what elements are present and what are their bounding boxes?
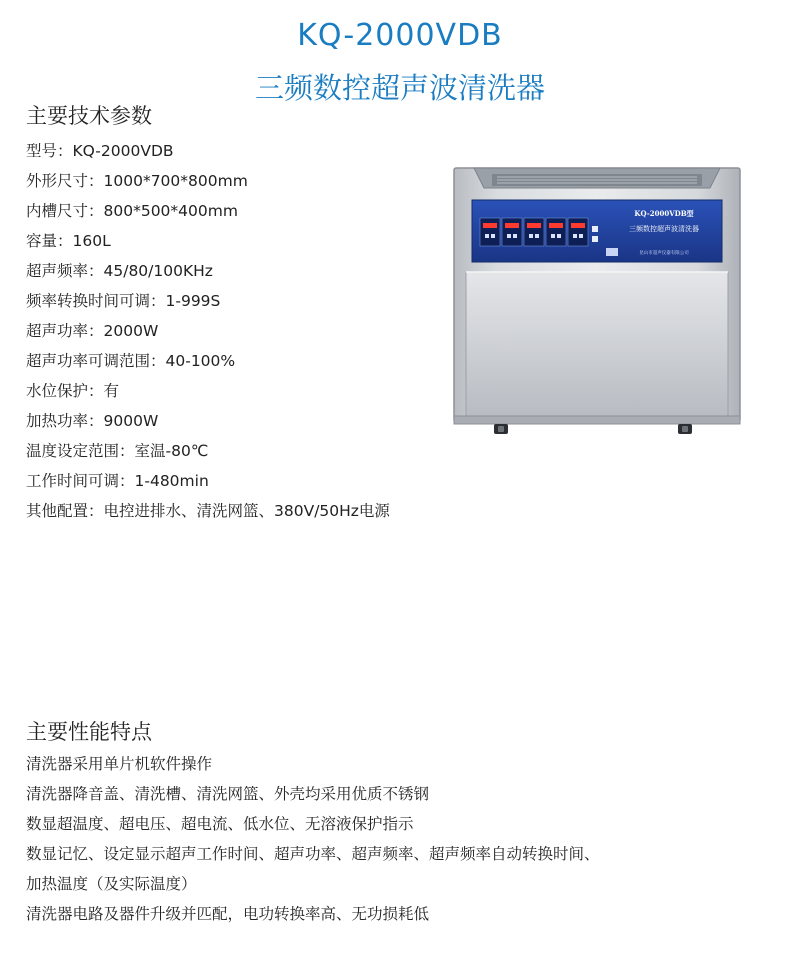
specs-heading: 主要技术参数 (26, 104, 152, 128)
panel-name-label: 三频数控超声波清洗器 (629, 225, 699, 233)
spec-item: 温度设定范围：室温-80℃ (26, 442, 209, 460)
feature-item: 清洗器采用单片机软件操作 (26, 755, 213, 773)
spec-item: 频率转换时间可调：1-999S (26, 292, 221, 310)
spec-item: 其他配置：电控进排水、清洗网篮、380V/50Hz电源 (26, 502, 390, 520)
spec-item: 内槽尺寸：800*500*400mm (26, 202, 238, 220)
spec-item: 加热功率：9000W (26, 412, 159, 430)
product-model-title: KQ-2000VDB (297, 18, 503, 53)
feature-item: 清洗器降音盖、清洗槽、清洗网篮、外壳均采用优质不锈钢 (26, 785, 430, 803)
features-heading: 主要性能特点 (26, 720, 152, 744)
ultrasonic-cleaner-image (452, 160, 742, 436)
spec-item: 容量：160L (26, 232, 111, 250)
spec-item: 工作时间可调：1-480min (26, 472, 209, 490)
spec-list (26, 136, 390, 526)
feature-item: 数显超温度、超电压、超电流、低水位、无溶液保护指示 (26, 815, 414, 833)
panel-maker-label: 昆山市超声仪器有限公司 (639, 251, 689, 256)
spec-item: 超声频率：45/80/100KHz (26, 262, 213, 280)
spec-item: 外形尺寸：1000*700*800mm (26, 172, 248, 190)
spec-item: 超声功率：2000W (26, 322, 159, 340)
panel-model-label: KQ-2000VDB型 (634, 209, 694, 218)
feature-item: 清洗器电路及器件升级并匹配，电功转换率高、无功损耗低 (26, 905, 430, 923)
spec-item: 水位保护：有 (26, 382, 120, 400)
feature-list (26, 749, 600, 929)
spec-item: 型号：KQ-2000VDB (26, 142, 174, 160)
spec-item: 超声功率可调范围：40-100% (26, 352, 236, 370)
product-name-title: 三频数控超声波清洗器 (254, 71, 545, 105)
feature-item: 加热温度（及实际温度） (26, 875, 197, 893)
feature-item: 数显记忆、设定显示超声工作时间、超声功率、超声频率、超声频率自动转换时间、 (26, 845, 600, 863)
